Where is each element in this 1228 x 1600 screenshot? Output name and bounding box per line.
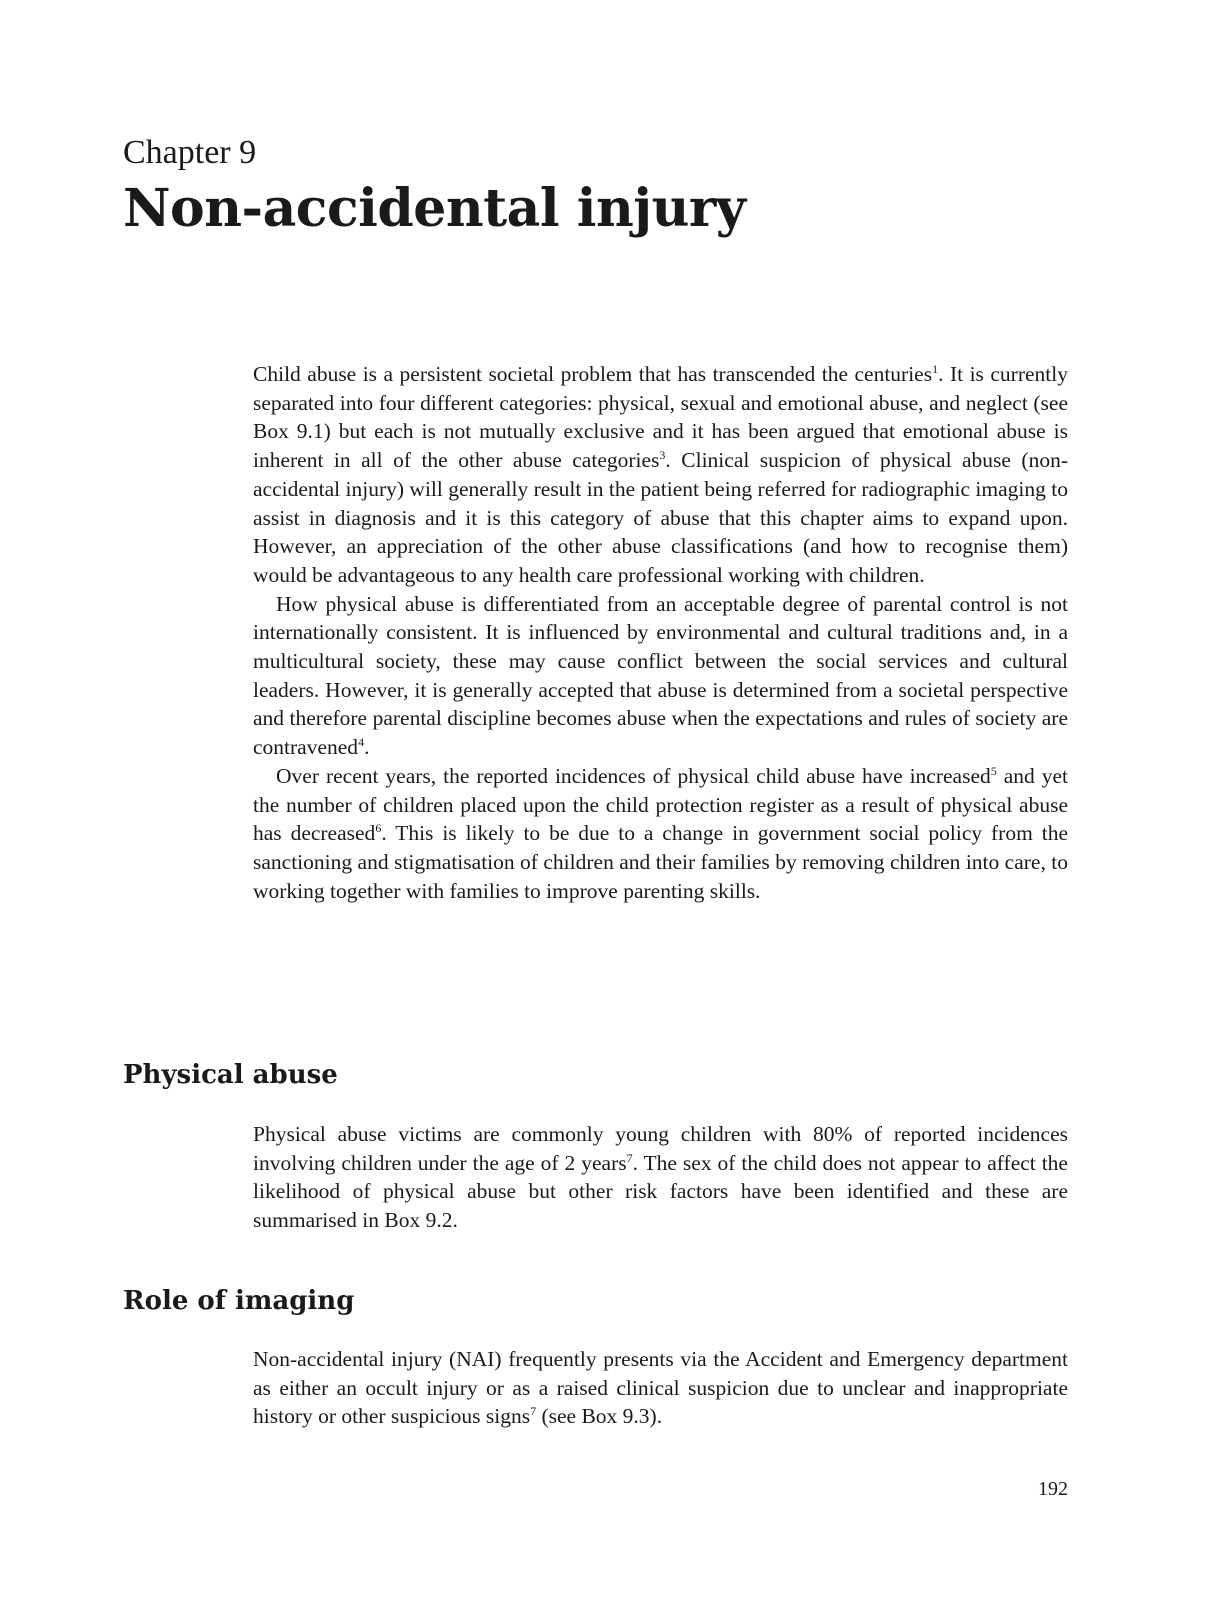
- role-of-imaging-text-a: Non-accidental injury (NAI) frequently presents via the Accident and Emergency department as either an occult injury or as a raised clinical suspicion due to unclear and inappropriate history or other suspicious signs: [253, 1347, 1068, 1429]
- intro-paragraph-1: [253, 360, 1068, 590]
- intro-section: [253, 360, 1068, 905]
- intro-p2-text-a: How physical abuse is differentiated from an acceptable degree of parental control is not internationally consistent. It is influenced by environmental and cultural traditions and, in a multicultural society, these may cause conflict between the social services and cultural leaders. However, it is generally accepted that abuse is determined from a societal perspective and therefore parental discipline becomes abuse when the expectations and rules of society are contravened: [253, 591, 1068, 760]
- chapter-label: Chapter 9: [123, 134, 257, 171]
- physical-abuse-text-a: Physical abuse victims are commonly young children with 80% of reported incidences involving children under the age of 2 years: [253, 1122, 1068, 1175]
- intro-p3-text-c: . This is likely to be due to a change in government social policy from the sanctioning and stigmatisation of children and their families by removing children into care, to working together with families to improve parenting skills.: [253, 821, 1068, 903]
- citation-ref: 7: [626, 1150, 633, 1165]
- citation-ref: 1: [932, 361, 939, 376]
- role-of-imaging-section: [253, 1345, 1068, 1431]
- citation-ref: 6: [375, 821, 382, 836]
- citation-ref: 7: [530, 1404, 537, 1419]
- page-number: 192: [1038, 1478, 1068, 1500]
- intro-p1-text-b: . It is currently separated into four different categories: physical, sexual and emotional abuse, and neglect (see Box 9.1) but each is not mutually exclusive and it has been argued that emotional abuse is inherent in all of the other abuse categories: [253, 362, 1068, 473]
- role-of-imaging-paragraph: [253, 1345, 1068, 1431]
- citation-ref: 5: [990, 763, 997, 778]
- role-of-imaging-text-b: (see Box 9.3).: [536, 1404, 663, 1429]
- intro-paragraph-3: [253, 762, 1068, 906]
- intro-paragraph-2: [253, 590, 1068, 762]
- intro-p2-text-b: .: [364, 735, 370, 760]
- physical-abuse-paragraph: [253, 1120, 1068, 1235]
- section-heading-physical-abuse: Physical abuse: [123, 1060, 338, 1090]
- intro-p3-text-a: Over recent years, the reported incidences of physical child abuse have increased: [276, 763, 991, 788]
- intro-p3-text-b: and yet the number of children placed upon the child protection register as a result of physical abuse has decreased: [253, 763, 1068, 846]
- intro-p1-text-a: Child abuse is a persistent societal problem that has transcended the centuries: [253, 362, 933, 386]
- citation-ref: 4: [358, 734, 365, 749]
- citation-ref: 3: [659, 447, 666, 462]
- physical-abuse-section: [253, 1120, 1068, 1235]
- chapter-title: Non-accidental injury: [123, 178, 746, 239]
- section-heading-role-of-imaging: Role of imaging: [123, 1286, 355, 1316]
- intro-p1-text-c: . Clinical suspicion of physical abuse (non-accidental injury) will generally result in the patient being referred for radiographic imaging to assist in diagnosis and it is this category of abuse that this chapter aims to expand upon. However, an appreciation of the other abuse classifications (and how to recognise them) would be advantageous to any health care professional working with children.: [253, 448, 1069, 587]
- physical-abuse-text-b: . The sex of the child does not appear to affect the likelihood of physical abuse but other risk factors have been identified and these are summarised in Box 9.2.: [253, 1150, 1068, 1233]
